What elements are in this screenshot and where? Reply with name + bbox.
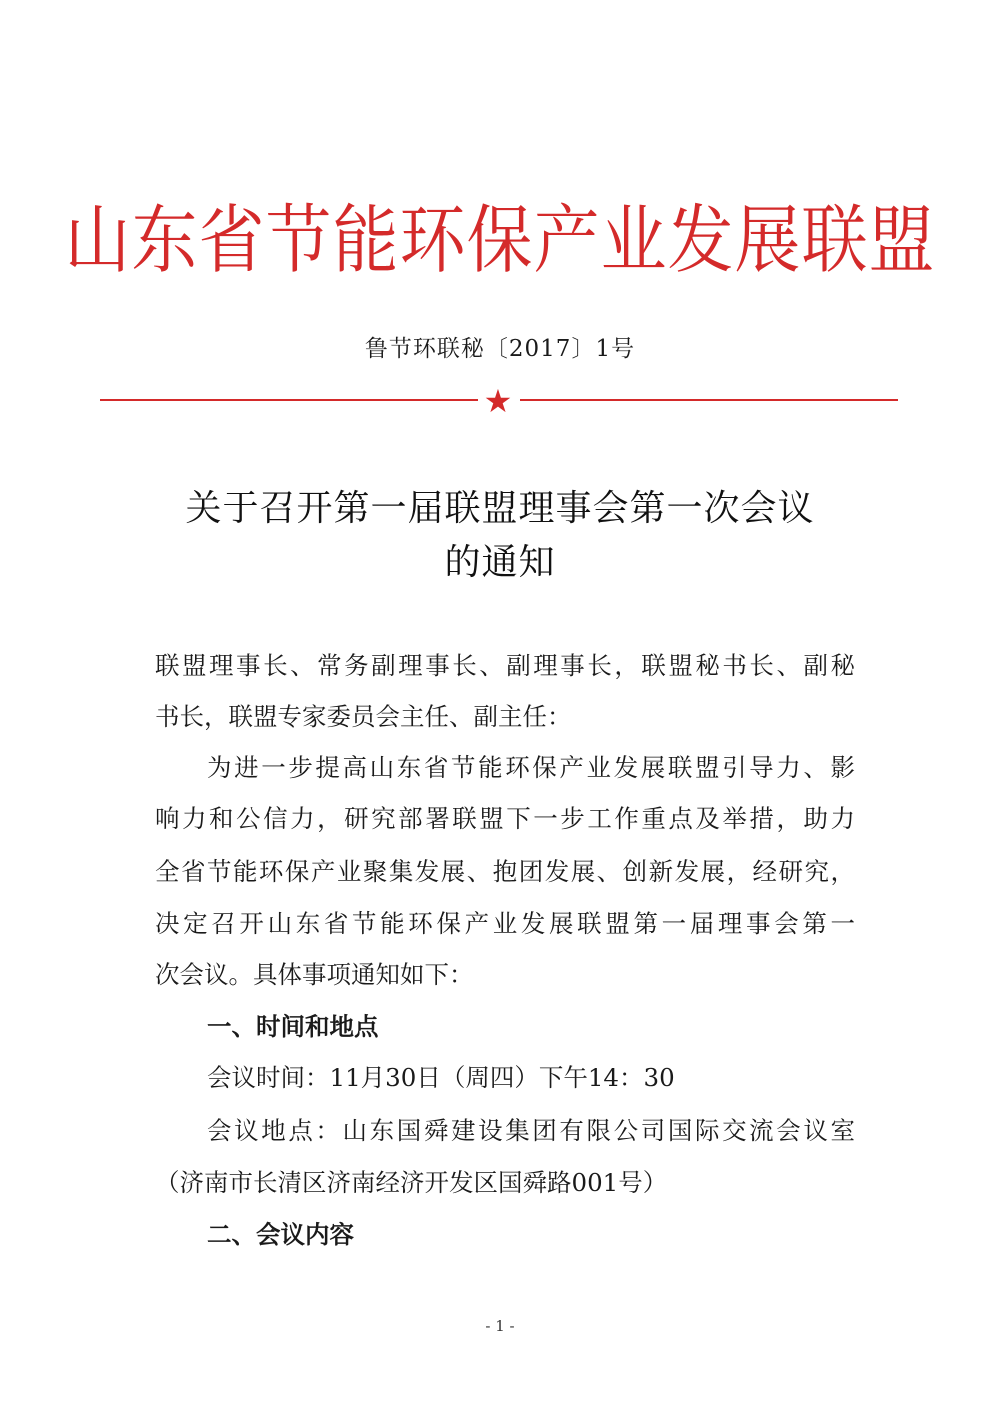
header-divider-left [100,399,478,401]
page-number: - 1 - [485,1317,515,1335]
notice-title-line-1: 关于召开第一届联盟理事会第一次会议 [185,488,815,529]
meeting-time: 会议时间：11月30日（周四）下午14：30 [207,1063,675,1092]
addressee-line-1: 联盟理事长、常务副理事长、副理事长，联盟秘书长、副秘 [155,651,855,680]
organization-letterhead: 山东省节能环保产业发展联盟 [64,197,936,284]
paragraph-line: 为进一步提高山东省节能环保产业发展联盟引导力、影 [207,753,855,782]
document-number: 鲁节环联秘〔2017〕1号 [364,336,636,362]
meeting-address: （济南市长清区济南经济开发区国舜路001号） [155,1168,668,1197]
section-heading-time-place: 一、时间和地点 [207,1012,379,1041]
addressee-line-2: 书长，联盟专家委员会主任、副主任： [155,702,572,731]
star-icon: ★ [483,382,513,420]
notice-title-line-2: 的通知 [444,542,556,583]
paragraph-line: 次会议。具体事项通知如下： [155,960,474,989]
header-divider-right [520,399,898,401]
meeting-location: 会议地点：山东国舜建设集团有限公司国际交流会议室 [207,1116,855,1145]
paragraph-line: 全省节能环保产业聚集发展、抱团发展、创新发展，经研究， [155,857,855,886]
section-heading-content: 二、会议内容 [207,1220,354,1249]
paragraph-line: 决定召开山东省节能环保产业发展联盟第一届理事会第一 [155,909,855,938]
paragraph-line: 响力和公信力，研究部署联盟下一步工作重点及举措，助力 [155,804,855,833]
